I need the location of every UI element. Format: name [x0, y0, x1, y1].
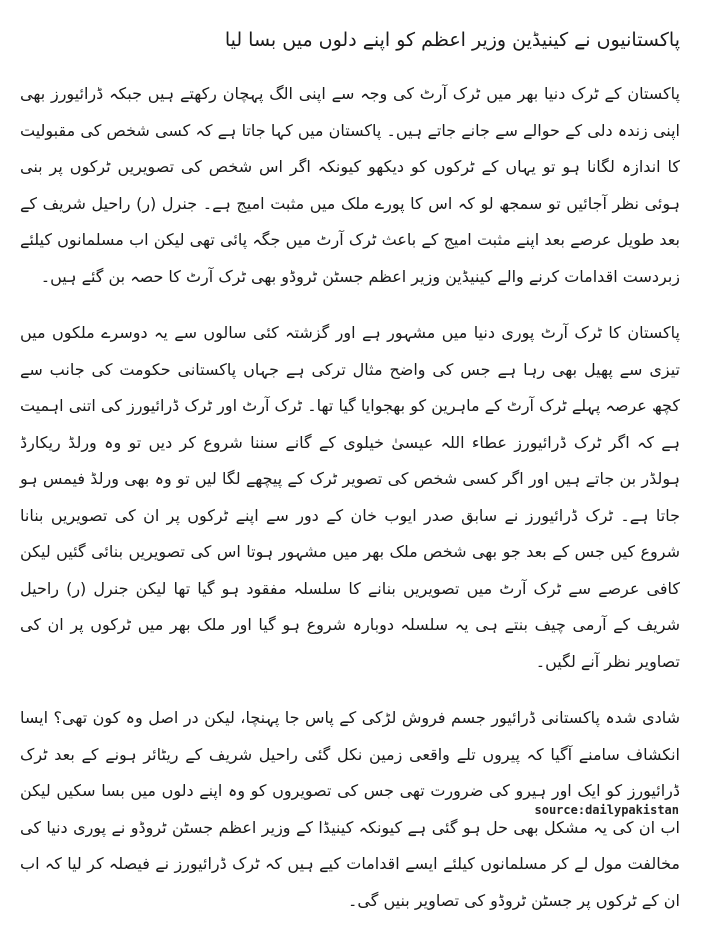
article-paragraph-2: پاکستان کا ٹرک آرٹ پوری دنیا میں مشہور ہے اور گزشتہ کئی سالوں سے یہ دوسرے ملکوں میں تیزی سے پھیل بھی رہا ہے جس کی واضح مثال ترکی ہے جہاں پاکستانی حکومت کی جانب سے کچھ عرصہ پہلے ٹرک آرٹ کے ماہرین کو بھجوایا گیا تھا۔ ٹرک آرٹ اور ٹرک ڈرائیورز کی اتنی اہمیت ہے کہ اگر ٹرک ڈرائیورز عطاء اللہ عیسیٰ خیلوی کے گانے سننا شروع کر دیں تو وہ ورلڈ ریکارڈ ہولڈر بن جاتے ہیں اور اگر کسی شخص کی تصویر ٹرک کے پیچھے لگا لیں تو وہ بھی ورلڈ فیمس ہو جاتا ہے۔ ٹرک ڈرائیورز نے سابق صدر ایوب خان کے دور سے اپنے ٹرکوں پر ان کی تصویریں بنانا شروع کیں جس کے بعد جو بھی شخص ملک بھر میں مشہور ہوتا اس کی تصویریں بنائی گئیں لیکن کافی عرصے سے ٹرک آرٹ میں تصویریں بنانے کا سلسلہ مفقود ہو گیا تھا لیکن جنرل (ر) راحیل شریف کے آرمی چیف بنتے ہی یہ سلسلہ دوبارہ شروع ہو گیا اور ملک بھر میں ٹرکوں پر ان کی تصاویر نظر آنے لگیں۔: [20, 323, 680, 671]
article: [20, 20, 680, 939]
article-headline: پاکستانیوں نے کینیڈین وزیر اعظم کو اپنے دلوں میں بسا لیا: [224, 29, 680, 51]
article-paragraph-3: شادی شدہ پاکستانی ڈرائیور جسم فروش لڑکی کے پاس جا پہنچا، لیکن در اصل وہ کون تھی؟ ایسا انکشاف سامنے آگیا کہ پیروں تلے واقعی زمین نکل گئی راحیل شریف کے ریٹائر ہونے کے بعد ٹرک ڈرائیورز کو ایک اور ہیرو کی ضرورت تھی جس کی تصویروں کو وہ اپنے دلوں میں بسا سکیں لیکن اب ان کی یہ مشکل بھی حل ہو گئی ہے کیونکہ کینیڈا کے وزیر اعظم جسٹن ٹروڈو نے پوری دنیا کی مخالفت مول لے کر مسلمانوں کیلئے ایسے اقدامات کیے ہیں کہ ٹرک ڈرائیورز نے فیصلہ کر لیا کہ اب ان کے ٹرکوں پر جسٹن ٹروڈو کی تصاویر بنیں گی۔: [20, 708, 680, 910]
source-credit: source:dailypakistan: [534, 803, 679, 817]
article-paragraph-1: پاکستان کے ٹرک دنیا بھر میں ٹرک آرٹ کی وجہ سے اپنی الگ پہچان رکھتے ہیں جبکہ ڈرائیورز بھی اپنی زندہ دلی کے حوالے سے جانے جاتے ہیں۔ پاکستان میں کہا جاتا ہے کہ کسی شخص کی مقبولیت کا اندازہ لگانا ہو تو یہاں کے ٹرکوں کو دیکھو کیونکہ اگر اس شخص کی تصویریں ٹرکوں پر بنی ہوئی نظر آجائیں تو سمجھ لو کہ اس کا پورے ملک میں مثبت امیج ہے۔ جنرل (ر) راحیل شریف کے بعد طویل عرصے بعد اپنے مثبت امیج کے باعث ٹرک آرٹ میں جگہ پائی تھی لیکن اب مسلمانوں کیلئے زبردست اقدامات کرنے والے کینیڈین وزیر اعظم جسٹن ٹروڈو بھی ٹرک آرٹ کا حصہ بن گئے ہیں۔: [20, 84, 681, 286]
